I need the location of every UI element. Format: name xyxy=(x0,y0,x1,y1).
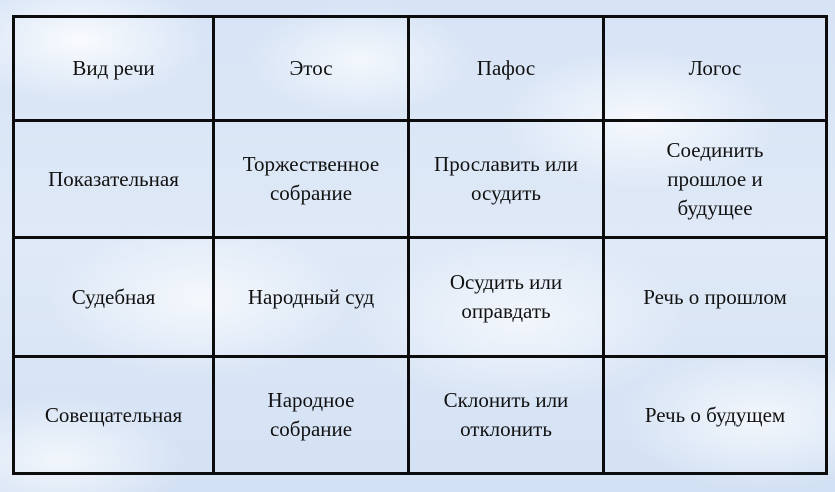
table-cell: Склонить или отклонить xyxy=(409,357,604,474)
table-cell: Показательная xyxy=(14,121,214,238)
table-cell: Народное собрание xyxy=(214,357,409,474)
table-cell: Торжественное собрание xyxy=(214,121,409,238)
header-cell-pathos: Пафос xyxy=(409,17,604,121)
table-cell: Речь о будущем xyxy=(604,357,827,474)
table-cell: Судебная xyxy=(14,238,214,357)
table-cell: Народный суд xyxy=(214,238,409,357)
speech-types-table xyxy=(12,15,828,475)
header-cell-speech-type: Вид речи xyxy=(14,17,214,121)
header-cell-logos: Логос xyxy=(604,17,827,121)
table-cell: Соединить прошлое и будущее xyxy=(604,121,827,238)
table-row xyxy=(14,121,827,238)
table-cell: Совещательная xyxy=(14,357,214,474)
table-cell: Осудить или оправдать xyxy=(409,238,604,357)
rhetoric-table-container xyxy=(12,15,825,472)
table-row xyxy=(14,238,827,357)
table-cell: Речь о прошлом xyxy=(604,238,827,357)
table-header-row xyxy=(14,17,827,121)
header-cell-ethos: Этос xyxy=(214,17,409,121)
table-row xyxy=(14,357,827,474)
table-cell: Прославить или осудить xyxy=(409,121,604,238)
